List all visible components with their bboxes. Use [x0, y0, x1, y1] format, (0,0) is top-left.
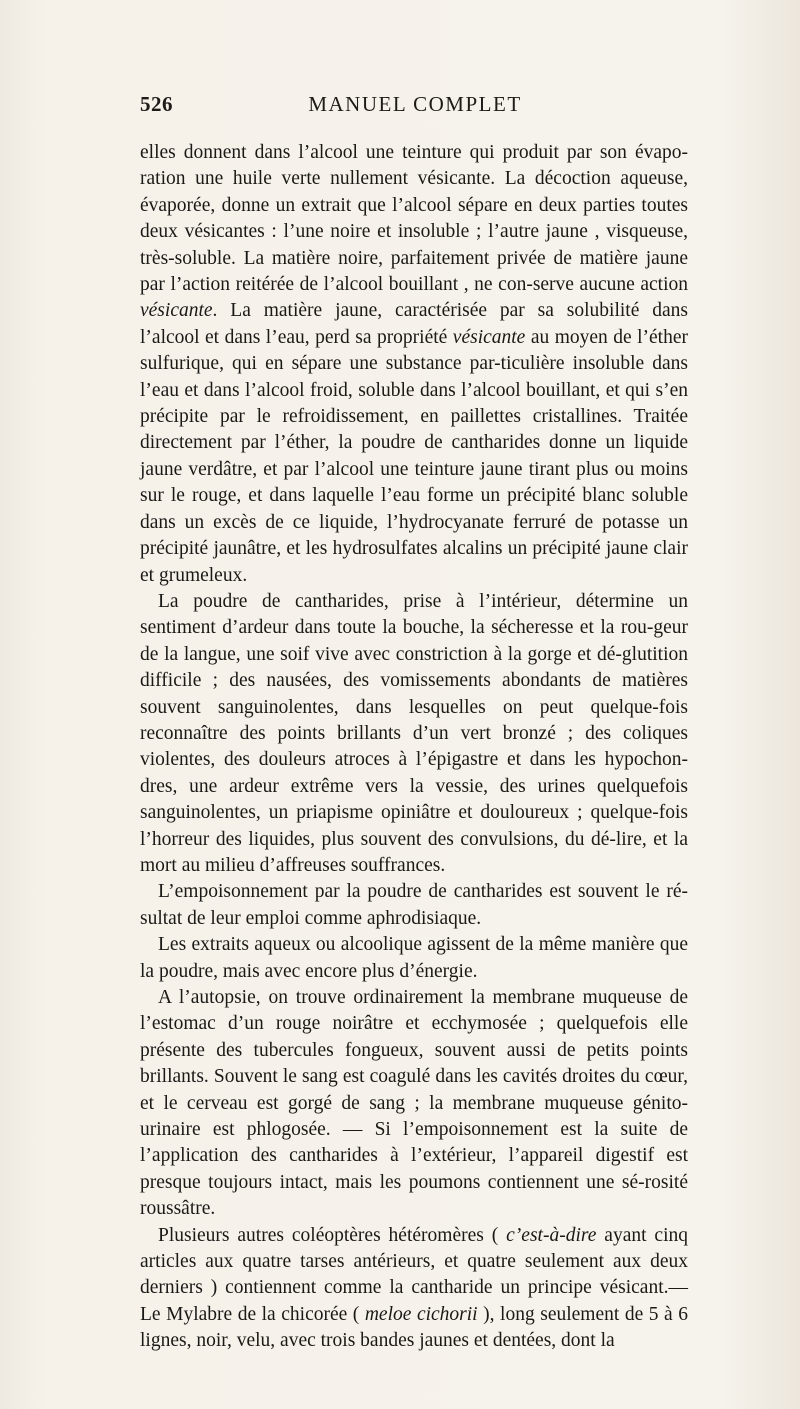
text-run: elles donnent dans l’alcool une teinture qui produit par son évapo-ration une huile verte nullement vésicante. La décoction aqueuse, évaporée, donne un extrait que l’alcool sépare en deux parties toutes deux vésicantes : l’une noire et insoluble ; l’autre jaune , visqueuse, très-soluble. La matière noire, parfaitement privée de matière jaune par l’action reitérée de l’alcool bouillant , ne con-serve aucune action — [140, 142, 688, 296]
italic-term: meloe cichorii — [364, 1303, 478, 1325]
text-run: A l’autopsie, on trouve ordinairement la membrane muqueuse de l’estomac d’un rouge noirâtre et ecchymosée ; quelquefois elle présente des tubercules fongueux, souvent aussi de petits points brillants. Souvent le sang est coagulé dans les cavités droites du cœur, et le cerveau est gorgé de sang ; la membrane muqueuse génito-urinaire est phlogosée. — Si l’empoisonnement est la suite de l’application des cantharides à l’extérieur, l’appareil digestif est presque toujours intact, mais les poumons contiennent une sé-rosité roussâtre. — [140, 987, 688, 1220]
page-header — [140, 92, 690, 128]
text-run: . La matière jaune, caractérisée par sa solubilité dans l’alcool et dans l’eau, perd sa propriété — [140, 300, 688, 348]
text-run: ), long seulement de 5 à 6 lignes, noir, velu, avec trois bandes jaunes et dentées, dont la — [140, 1303, 688, 1352]
paragraph-p4 — [140, 932, 688, 985]
text-run: Les extraits aqueux ou alcoolique agissent de la même manière que la poudre, mais avec encore plus d’énergie. — [140, 934, 688, 982]
running-title: MANUEL COMPLET — [308, 92, 522, 116]
text-run: ayant cinq articles aux quatre tarses antérieurs, et quatre seulement aux deux derniers ) contiennent comme la cantharide un principe vésicant.— Le Mylabre de la chicorée ( — [140, 1224, 688, 1325]
page-number: 526 — [140, 92, 173, 116]
body-text — [140, 140, 688, 1355]
paragraph-p2 — [140, 589, 688, 879]
text-run: Plusieurs autres coléoptères hétéromères ( — [158, 1224, 507, 1246]
paragraph-p5 — [140, 985, 688, 1223]
text-run: au moyen de l’éther sulfurique, qui en sépare une substance par-ticulière insoluble dans l’eau et dans l’alcool froid, soluble dans l’alcool bouillant, et qui s’en précipite par le refroidissement, en paillettes cristallines. Traitée directement par l’éther, la poudre de cantharides donne un liquide jaune verdâtre, et par l’alcool une teinture jaune tirant plus ou moins sur le rouge, et dans laquelle l’eau forme un précipité blanc soluble dans un excès de ce liquide, l’hydrocyanate ferruré de potasse un précipité jaunâtre, et les hydrosulfates alcalins un précipité jaune clair et grumeleux. — [140, 326, 688, 586]
text-run: La poudre de cantharides, prise à l’intérieur, détermine un sentiment d’ardeur dans toute la bouche, la sécheresse et la rou-geur de la langue, une soif vive avec constriction à la gorge et dé-glutition difficile ; des nausées, des vomissements abondants de matières souvent sanguinolentes, dans lesquelles on peut quelque-fois reconnaître des points brillants d’un vert bronzé ; des coliques violentes, des douleurs atroces à l’épigastre et dans les hypochon-dres, une ardeur extrême vers la vessie, des urines quelquefois sanguinolentes, un priapisme opiniâtre et douloureux ; quelque-fois l’horreur des liquides, plus souvent des convulsions, du dé-lire, et la mort au milieu d’affreuses souffrances. — [140, 590, 688, 876]
paragraph-p1 — [140, 140, 688, 589]
paragraph-p6 — [140, 1223, 688, 1355]
text-run: L’empoisonnement par la poudre de cantharides est souvent le ré-sultat de leur emploi comme aphrodisiaque. — [140, 881, 688, 929]
italic-term: vésicante — [140, 300, 213, 322]
italic-term: c’est-à-dire — [506, 1224, 597, 1246]
italic-term: vésicante — [452, 326, 526, 348]
paragraph-p3 — [140, 879, 688, 932]
